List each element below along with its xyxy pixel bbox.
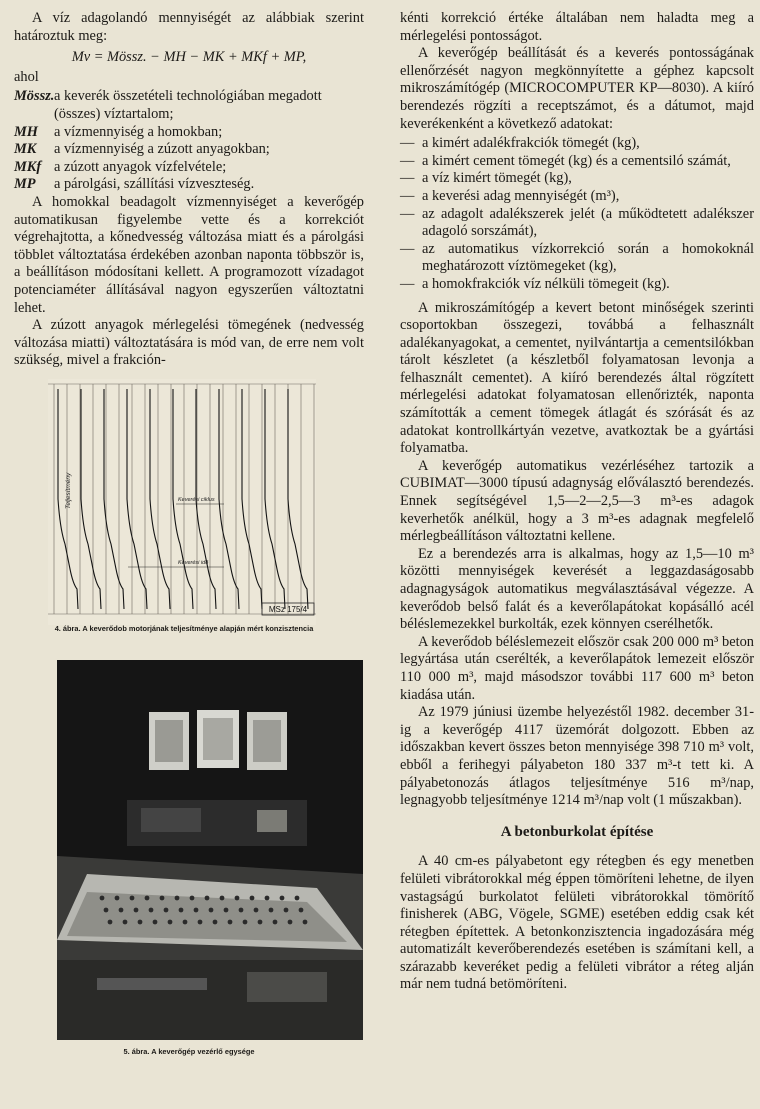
body-paragraph: A 40 cm-es pályabetont egy rétegben és egy menetben felületi vibrátorokkal még éppen tömöríteni lehetne, de ilyen vastagságú burkolatot felületi vibrátorokkal tömörítő finisherek (ABG, Vögele, SGME) esetében eddig csak két rétegben építettek. A betonkonzisztencia ingadozására még automatizált keverőberendezés esetében is számítani kell, a szárazabb keveréket pedig a felületi vibrátor a réteg alján már nem tudná betömöríteni. (400, 853, 754, 993)
list-item: — a víz kimért tömegét (kg), (400, 170, 572, 187)
definition-symbol: Mössz. (14, 88, 55, 105)
definition-text: a keverék összetételi technológiában megadott (összes) víztartalom; (54, 88, 322, 122)
vertical-axis-label: Teljesítmény (65, 472, 72, 509)
list-item: — az adagolt adalékszerek jelét (a működtetett adalékszer adagoló sorszámát), (400, 205, 754, 240)
body-paragraph: A zúzott anyagok mérlegelési tömegének (nedvesség változása miatti) változtatására is mód van, de erre nem volt szükség, mivel a frakción- (14, 317, 364, 369)
annotation-mixing-time: Keverési idő (178, 560, 209, 566)
body-paragraph: A keverődob béléslemezeit először csak 200 000 m³ beton legyártása után cserélték, a keverőlapátok lemezeit először 110 000 m³, majd másodszor további 117 600 m³ beton kiadása után. (400, 633, 754, 703)
definition-item (14, 176, 364, 194)
control-unit-photo (57, 660, 363, 1040)
definition-text: a zúzott anyagok vízfelvétele; (54, 158, 227, 175)
body-paragraph: A keverőgép beállítását és a keverés pontosságának ellenőrzését nagyon megkönnyítette a géphez kapcsolt mikroszámítógép (MICROCOMPUTER KP—8030). A kiíró berendezés rögzíti a receptszámot, és a dátumot, majd keverékenként a következő adatokat: (400, 45, 754, 132)
definition-symbol: MKf (14, 158, 42, 175)
definition-item (14, 88, 364, 123)
intro-paragraph: A víz adagolandó mennyiségét az alábbiak szerint határoztuk meg: (14, 10, 364, 44)
definition-symbol: MH (14, 123, 38, 140)
output-data-list (400, 135, 754, 293)
list-item: — a kimért cement tömegét (kg) és a cementsiló számát, (400, 152, 731, 169)
definition-list (14, 88, 364, 194)
left-column (14, 10, 364, 370)
body-paragraph: Ez a berendezés arra is alkalmas, hogy az 1,5—10 m³ közötti mennyiségek keverését a leggazdaságosabb adagnagyságok automatikus megválasztásával végezze. A keverődob belső falát és a keverőlapátokat kopásálló acél béléslemezekkel burkolták, ezek könnyen cserélhetők. (400, 545, 754, 633)
list-item: — az automatikus vízkorrekció során a homokoknál meghatározott víztömegeket (kg), (400, 240, 754, 275)
definition-text: a vízmennyiség a homokban; (54, 123, 223, 140)
section-heading: A betonburkolat építése (500, 823, 654, 840)
list-item: — a homokfrakciók víz nélküli tömegeit (kg). (400, 275, 670, 292)
figure-tag: MSz 175/4 (268, 605, 308, 614)
body-paragraph: A keverőgép automatikus vezérléséhez tartozik a CUBIMAT—3000 típusú adagnyság előválasztó berendezés. Ennek segítségével 1,5—2—2,5—3 m³-es adagok keverhetők anélkül, hogy a 3 m³-es adagnak megfelelő mérlegbeállításon változtatni kellene. (400, 457, 754, 545)
annotation-cycle: Keverési ciklus (178, 497, 215, 503)
list-item: — a keverési adag mennyiségét (m³), (400, 187, 620, 204)
water-formula: Mv = Mössz. − MH − MK + MKf + MP, (71, 49, 307, 66)
definition-symbol: MK (14, 141, 37, 158)
definition-text: a párolgási, szállítási vízveszteség. (54, 176, 255, 193)
body-paragraph: A mikroszámítógép a kevert betont minőségek szerinti csoportokban összegezi, továbbá a felhasznált adalékanyagokat, a cementet, nyilvántartja a cementsilókban tárolt készletet (a készletből folyamatosan levonja a felhasznált cementet). A kiíró berendezés által rögzített mérlegelési adatokat folyamatosan ellenőrizték, naponta számították a cement tömegek átlagát és szórását és az adatokat kontrollkártyán vezetve, avatkoztak be a gyártási folyamatba. (400, 299, 754, 457)
definition-item (14, 124, 364, 142)
body-paragraph: kénti korrekció értéke általában nem haladta meg a mérlegelési pontosságot. (400, 10, 754, 44)
right-column (400, 10, 754, 994)
figure-4-caption: 4. ábra. A keverődob motorjának teljesítménye alapján mért konzisztencia (54, 624, 314, 633)
where-label: ahol (14, 68, 39, 85)
figure-5-caption: 5. ábra. A keverőgép vezérlő egysége (123, 1047, 255, 1056)
definition-item (14, 141, 364, 159)
body-paragraph: A homokkal beadagolt vízmennyiséget a keverőgép automatikusan figyelembe vette és a korrekciót végrehajtotta, a kőnedvesség változása miatt és a párolgási többlet változtatása érdekében azonban naponta többször is, a beállításon módosítani kellett. A programozott vízadagot potenciaméter állításával nagyon egyszerűen változtatni lehet. (14, 193, 364, 316)
list-item: — a kimért adalékfrakciók tömegét (kg), (400, 135, 640, 152)
consistency-recorder-chart (48, 379, 316, 625)
definition-text: a vízmennyiség a zúzott anyagokban; (54, 141, 270, 158)
definition-item (14, 159, 364, 177)
body-paragraph: Az 1979 júniusi üzembe helyezéstől 1982. december 31-ig a keverőgép 4117 üzemórát dolgozott. Ebben az időszakban kevert összes beton mennyisége 398 710 m³ volt, ebből a ferihegyi pályabeton 180 337 m³-t tett ki. A pályabetonozás átlagos teljesítménye 516 m³/nap, legnagyobb teljesítménye 1214 m³/nap volt (1 műszakban). (400, 704, 754, 809)
definition-symbol: MP (14, 176, 36, 193)
